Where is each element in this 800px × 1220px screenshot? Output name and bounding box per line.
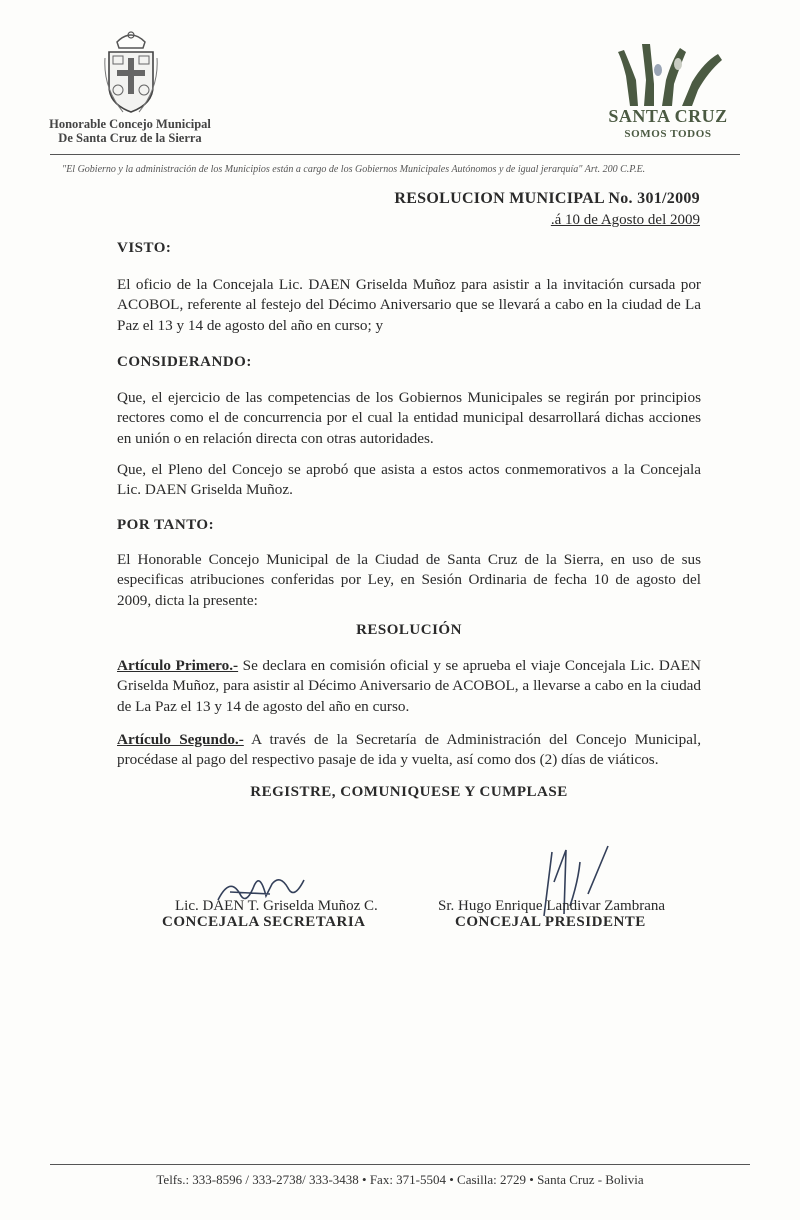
resolution-date bbox=[460, 212, 700, 229]
resolution-title: RESOLUCION MUNICIPAL No. 301/2009 bbox=[394, 190, 700, 207]
council-name-line2: De Santa Cruz de la Sierra bbox=[58, 131, 202, 145]
right-signatory-name: Sr. Hugo Enrique Landivar Zambrana bbox=[438, 898, 666, 914]
closing-statement: REGISTRE, COMUNIQUESE Y CUMPLASE bbox=[250, 784, 568, 800]
article-one-title: Artículo Primero.- bbox=[117, 657, 239, 674]
left-signatory-name: Lic. DAEN T. Griselda Muñoz C. bbox=[175, 898, 378, 914]
article-two-text: A través de la Secretaría de Administración del Concejo Municipal, procédase al pago del respectivo pasaje de ida y vuelta, así como dos (2) días de viáticos. bbox=[117, 731, 701, 769]
left-signatory-title: CONCEJALA SECRETARIA bbox=[162, 914, 366, 930]
article-one bbox=[117, 656, 701, 717]
logo-text-cruz: CRUZ bbox=[674, 106, 728, 126]
santa-cruz-logo bbox=[600, 40, 730, 148]
raised-arms-icon bbox=[600, 40, 730, 110]
considerando-para2: Que, el Pleno del Concejo se aprobó que asista a estos actos conmemorativos a la Concejala Lic. DAEN Griselda Muñoz. bbox=[117, 461, 701, 499]
header-divider bbox=[50, 154, 740, 155]
article-one-text: Se declara en comisión oficial y se aprueba el viaje Concejala Lic. DAEN Griselda Muñoz, para asistir al Décimo Aniversario de ACOBOL, a llevarse a cabo en la ciudad de La Paz el 13 y 14 de agosto del año en curso. bbox=[117, 657, 702, 715]
article-two bbox=[117, 730, 701, 771]
coat-of-arms-icon bbox=[103, 28, 159, 116]
considerando-para1: Que, el ejercicio de las competencias de los Gobiernos Municipales se regirán por principios rectores como el de concurrencia por el cual la entidad municipal desarrollará dichas acciones en unión o en relación directa con otras autoridades. bbox=[117, 389, 701, 447]
por-tanto-text: El Honorable Concejo Municipal de la Ciudad de Santa Cruz de la Sierra, en uso de sus especificas atribuciones conferidas por Ley, en Sesión Ordinaria de fecha 10 de agosto del 2009, dicta la presente: bbox=[117, 551, 701, 609]
article-two-title: Artículo Segundo.- bbox=[117, 731, 244, 748]
constitution-quote: "El Gobierno y la administración de los Municipios están a cargo de los Gobiernos Municipales Autónomos y de igual jerarquía" Art. 200 C.P.E. bbox=[62, 164, 646, 175]
resolucion-heading: RESOLUCIÓN bbox=[356, 622, 462, 638]
footer-contact: Telfs.: 333-8596 / 333-2738/ 333-3438 • Fax: 371-5504 • Casilla: 2729 • Santa Cruz - Bolivia bbox=[156, 1172, 644, 1187]
visto-text: El oficio de la Concejala Lic. DAEN Griselda Muñoz para asistir a la invitación cursada por ACOBOL, referente al festejo del Décimo Aniversario que se llevará a cabo en la ciudad de La Paz el 13 y 14 de agosto del año en curso; y bbox=[117, 276, 701, 334]
considerando-heading: CONSIDERANDO: bbox=[117, 354, 252, 370]
council-name-line1: Honorable Concejo Municipal bbox=[49, 117, 211, 131]
right-signatory-title: CONCEJAL PRESIDENTE bbox=[455, 914, 646, 930]
por-tanto-heading: POR TANTO: bbox=[117, 517, 215, 533]
footer-divider bbox=[50, 1164, 750, 1165]
visto-heading: VISTO: bbox=[117, 240, 172, 256]
resolution-date-text: .á 10 de Agosto del 2009 bbox=[550, 212, 700, 228]
logo-text-santa: SANTA bbox=[608, 106, 670, 126]
logo-tagline: SOMOS TODOS bbox=[624, 128, 712, 140]
